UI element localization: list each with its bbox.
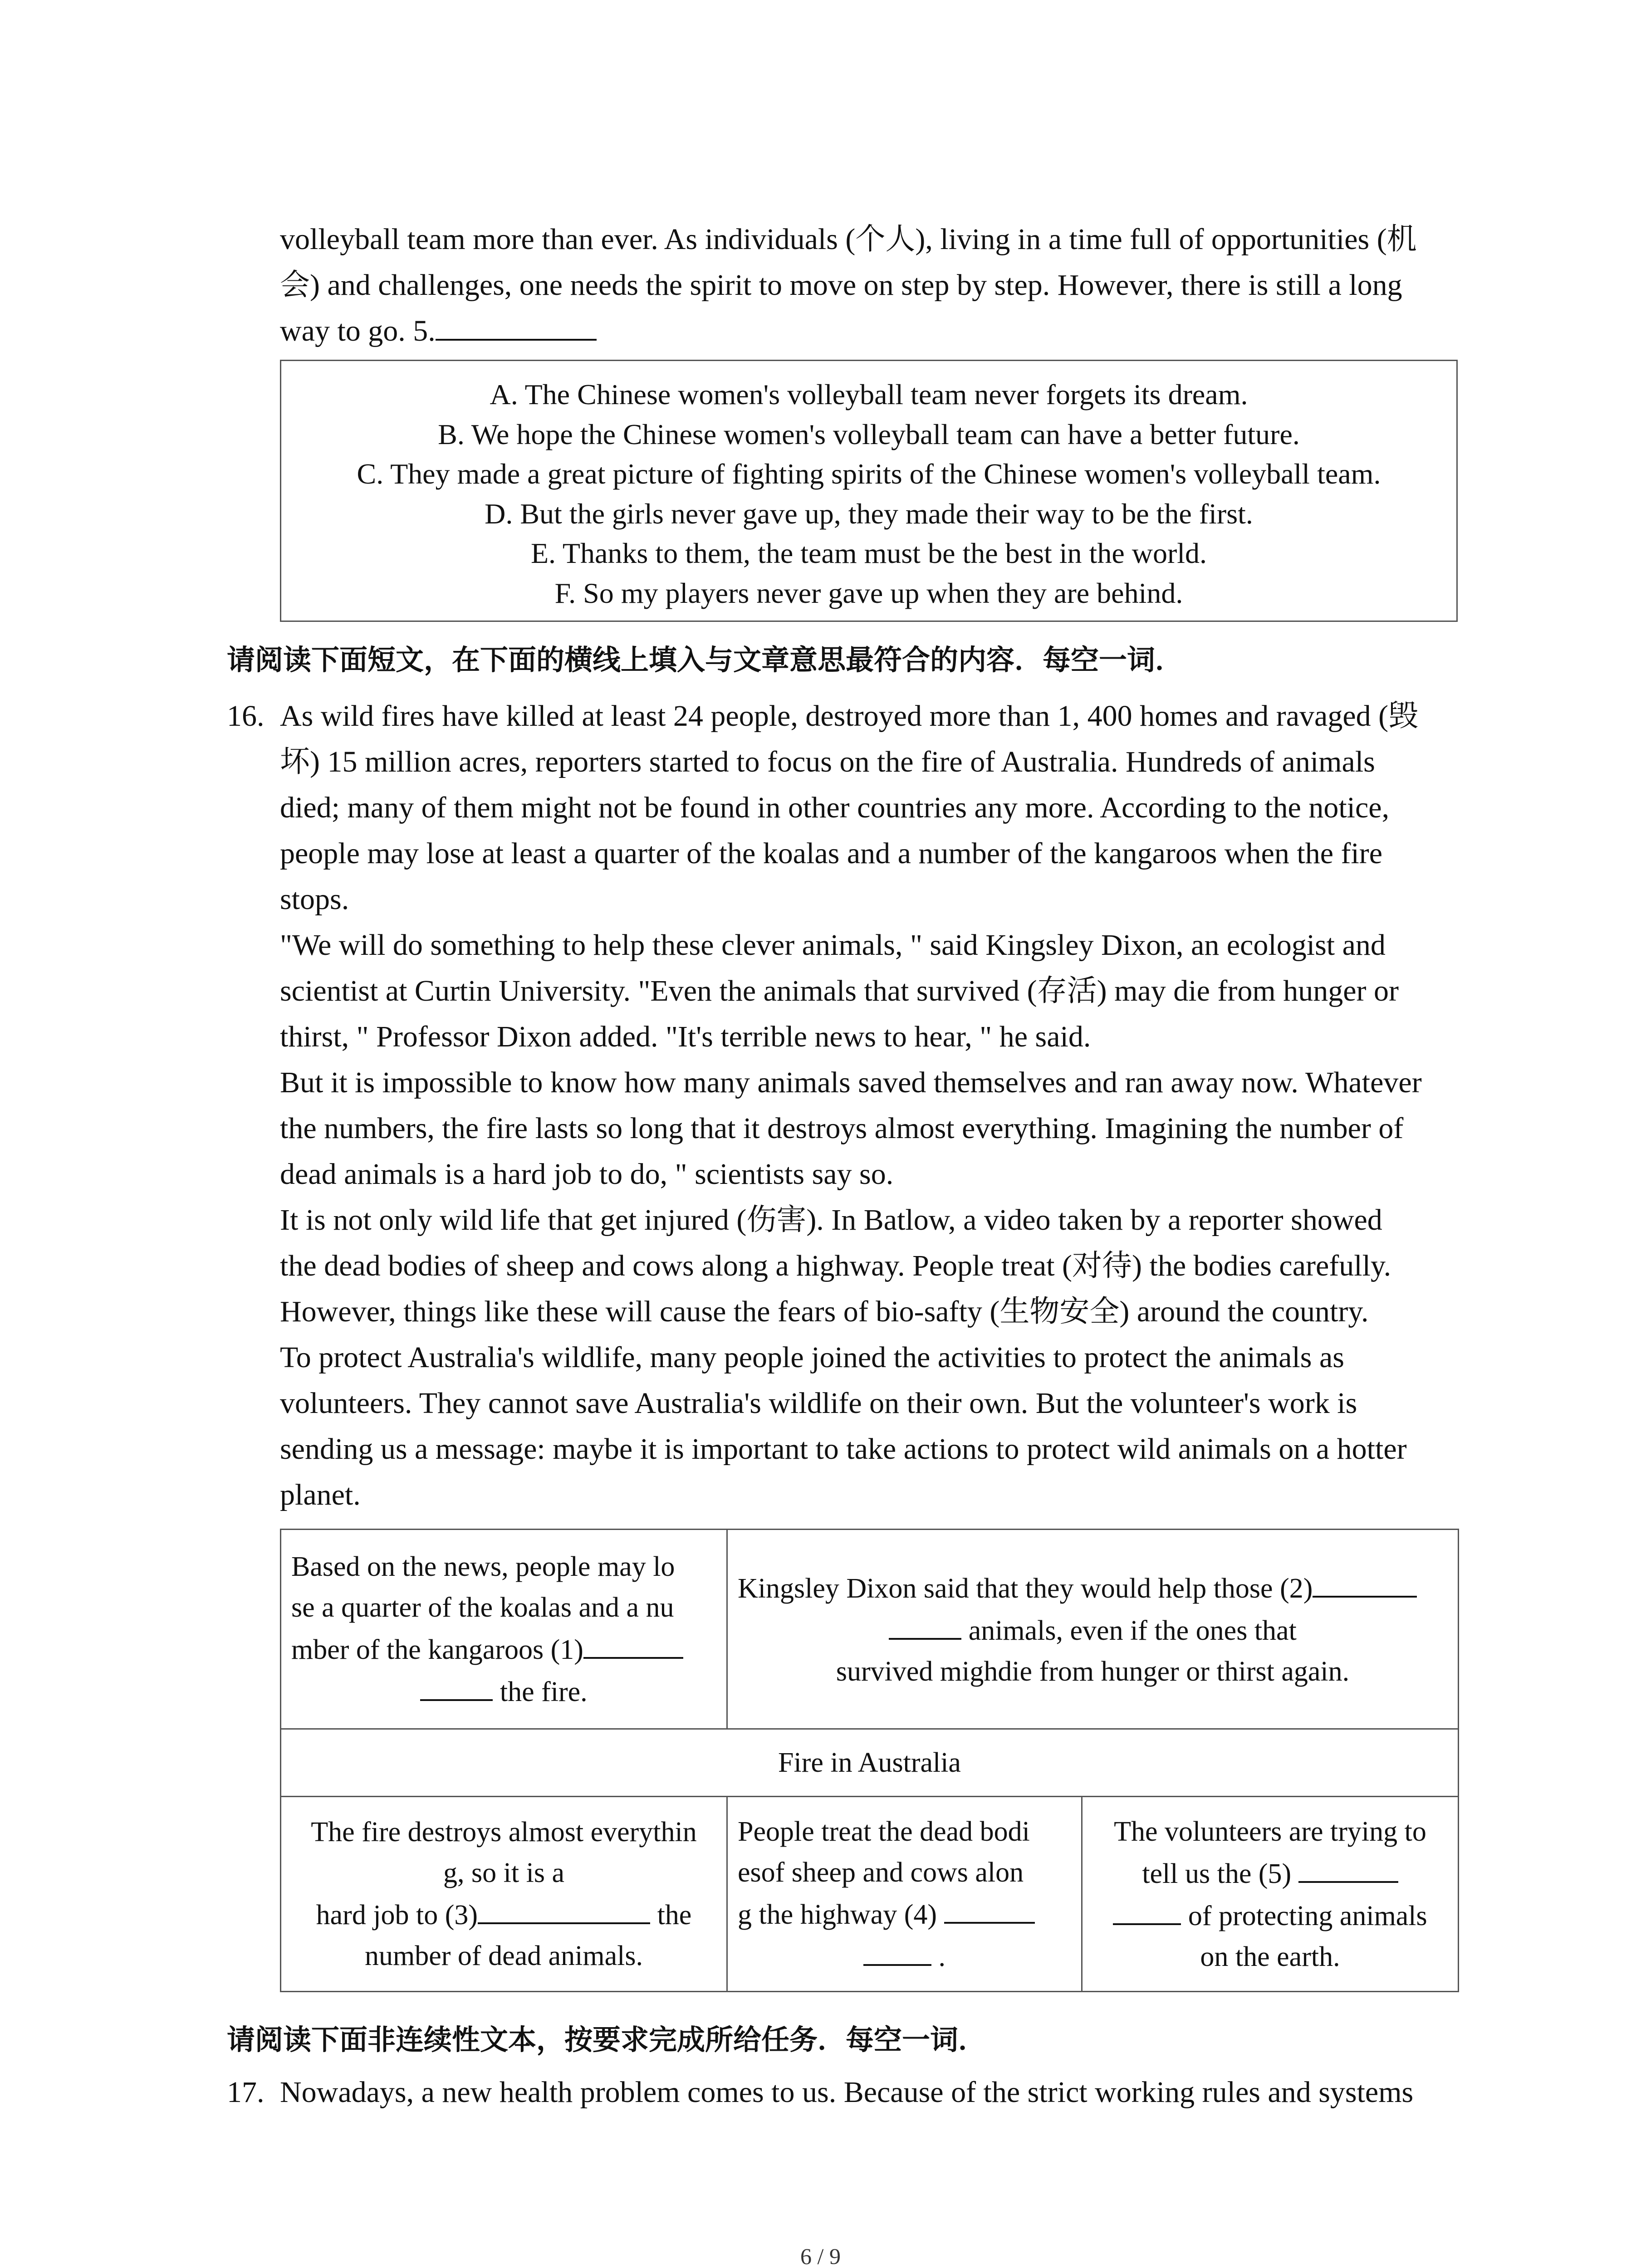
answer-blank-5a[interactable] bbox=[1298, 1852, 1398, 1883]
intro-paragraph bbox=[280, 216, 1458, 354]
summary-cell-5 bbox=[1082, 1797, 1459, 1992]
cell-text: tell us the (5) bbox=[1142, 1858, 1292, 1889]
passage-line: As wild fires have killed at least 24 people, destroyed more than 1, 400 homes and ravaged (毁 bbox=[280, 699, 1419, 733]
cell-line: The volunteers are trying to bbox=[1114, 1816, 1426, 1847]
cell-line bbox=[738, 1609, 1448, 1651]
passage-line: people may lose at least a quarter of the koalas and a number of the kangaroos when the fire bbox=[280, 837, 1383, 870]
passage-line: But it is impossible to know how many animals saved themselves and ran away now. Whatever bbox=[280, 1066, 1422, 1099]
cell-text: hard job to (3) bbox=[316, 1900, 478, 1931]
summary-cell-1 bbox=[281, 1530, 727, 1729]
summary-cell-2 bbox=[727, 1530, 1459, 1729]
cell-text: mber of the kangaroos (1) bbox=[291, 1634, 583, 1665]
passage-line: 坏) 15 million acres, reporters started to focus on the fire of Australia. Hundreds of animals bbox=[280, 745, 1375, 778]
intro-line: 会) and challenges, one needs the spirit to move on step by step. However, there is still a long bbox=[280, 269, 1402, 302]
summary-cell-3 bbox=[281, 1797, 727, 1992]
cell-text: the bbox=[657, 1900, 692, 1931]
cell-line: esof sheep and cows alon bbox=[738, 1857, 1024, 1888]
passage-line: sending us a message: maybe it is important to take actions to protect wild animals on a hotter bbox=[280, 1432, 1407, 1466]
question-number: 17. bbox=[227, 2076, 265, 2109]
cell-line: g, so it is a bbox=[443, 1857, 564, 1888]
intro-line: volleyball team more than ever. As individuals (个人), living in a time full of opportunities (机 bbox=[280, 223, 1417, 256]
option-b: B. We hope the Chinese women's volleyball team can have a better future. bbox=[438, 418, 1300, 450]
option-f: F. So my players never gave up when they are behind. bbox=[554, 577, 1183, 609]
q16-passage bbox=[280, 693, 1458, 1518]
cell-line bbox=[291, 1628, 716, 1670]
cell-text: . bbox=[938, 1941, 945, 1972]
passage-line: scientist at Curtin University. "Even the animals that survived (存活) may die from hunger or bbox=[280, 974, 1399, 1007]
summary-cell-4 bbox=[727, 1797, 1082, 1992]
answer-blank-5b[interactable] bbox=[1113, 1894, 1181, 1925]
section-instruction: 请阅读下面非连续性文本，按要求完成所给任务．每空一词． bbox=[227, 2023, 987, 2056]
answer-blank-3[interactable] bbox=[478, 1893, 650, 1924]
cell-text: Kingsley Dixon said that they would help those (2) bbox=[738, 1573, 1313, 1604]
cell-line: se a quarter of the koalas and a nu bbox=[291, 1592, 674, 1623]
cell-line bbox=[738, 1893, 1071, 1935]
passage-line: stops. bbox=[280, 883, 349, 916]
cell-line bbox=[291, 1670, 716, 1712]
passage-line: To protect Australia's wildlife, many people joined the activities to protect the animals as bbox=[280, 1341, 1344, 1374]
cell-line: The fire destroys almost everythin bbox=[311, 1817, 697, 1848]
intro-last-text: way to go. 5. bbox=[280, 314, 436, 347]
passage-line: thirst, " Professor Dixon added. "It's terrible news to hear, " he said. bbox=[280, 1020, 1091, 1053]
q17-first-line: Nowadays, a new health problem comes to us. Because of the strict working rules and systems bbox=[280, 2076, 1414, 2109]
option-e: E. Thanks to them, the team must be the best in the world. bbox=[530, 537, 1207, 569]
passage-line: planet. bbox=[280, 1478, 361, 1511]
cell-text: animals, even if the ones that bbox=[968, 1615, 1297, 1646]
cell-text: g the highway (4) bbox=[738, 1899, 937, 1930]
answer-blank-1a[interactable] bbox=[583, 1628, 683, 1659]
cell-line: People treat the dead bodi bbox=[738, 1816, 1030, 1847]
answer-blank-4a[interactable] bbox=[944, 1893, 1035, 1924]
cell-text: of protecting animals bbox=[1188, 1900, 1427, 1931]
answer-blank-5[interactable] bbox=[436, 310, 597, 341]
passage-line: dead animals is a hard job to do, " scientists say so. bbox=[280, 1158, 894, 1191]
option-d: D. But the girls never gave up, they made their way to be the first. bbox=[485, 497, 1253, 530]
answer-blank-1b[interactable] bbox=[420, 1670, 493, 1701]
question-number: 16. bbox=[227, 699, 265, 733]
passage-line: However, things like these will cause the fears of bio-safty (生物安全) around the country. bbox=[280, 1295, 1369, 1328]
cell-line: Based on the news, people may lo bbox=[291, 1551, 675, 1582]
passage-line: "We will do something to help these clever animals, " said Kingsley Dixon, an ecologist and bbox=[280, 929, 1386, 962]
answer-blank-2a[interactable] bbox=[1313, 1567, 1417, 1598]
cell-line bbox=[1092, 1852, 1448, 1894]
cell-line bbox=[291, 1893, 716, 1936]
passage-line: volunteers. They cannot save Australia's wildlife on their own. But the volunteer's work is bbox=[280, 1387, 1357, 1420]
cell-line: on the earth. bbox=[1200, 1941, 1340, 1972]
passage-line: the dead bodies of sheep and cows along a highway. People treat (对待) the bodies carefully. bbox=[280, 1249, 1391, 1282]
cell-line: number of dead animals. bbox=[365, 1941, 643, 1971]
page-number: 6 / 9 bbox=[800, 2244, 841, 2268]
option-a: A. The Chinese women's volleyball team never forgets its dream. bbox=[490, 378, 1248, 411]
passage-line: the numbers, the fire lasts so long that it destroys almost everything. Imagining the number of bbox=[280, 1112, 1404, 1145]
cell-text: the fire. bbox=[500, 1676, 588, 1707]
table-center-title: Fire in Australia bbox=[778, 1747, 961, 1778]
answer-blank-2b[interactable] bbox=[889, 1609, 961, 1640]
section-instruction: 请阅读下面短文，在下面的横线上填入与文章意思最符合的内容．每空一词． bbox=[227, 643, 1184, 676]
cell-line bbox=[738, 1935, 1071, 1977]
cell-line: survived mighdie from hunger or thirst again. bbox=[836, 1656, 1350, 1687]
intro-last-line bbox=[280, 308, 1458, 354]
options-box bbox=[280, 360, 1458, 622]
passage-line: It is not only wild life that get injured (伤害). In Batlow, a video taken by a reporter showed bbox=[280, 1203, 1382, 1237]
cell-line bbox=[1092, 1894, 1448, 1936]
table-title-cell bbox=[281, 1729, 1459, 1797]
cell-line bbox=[738, 1567, 1448, 1609]
passage-line: died; many of them might not be found in other countries any more. According to the notice, bbox=[280, 791, 1390, 824]
option-c: C. They made a great picture of fighting spirits of the Chinese women's volleyball team. bbox=[357, 458, 1381, 490]
summary-table bbox=[280, 1529, 1459, 1992]
answer-blank-4b[interactable] bbox=[863, 1935, 931, 1966]
